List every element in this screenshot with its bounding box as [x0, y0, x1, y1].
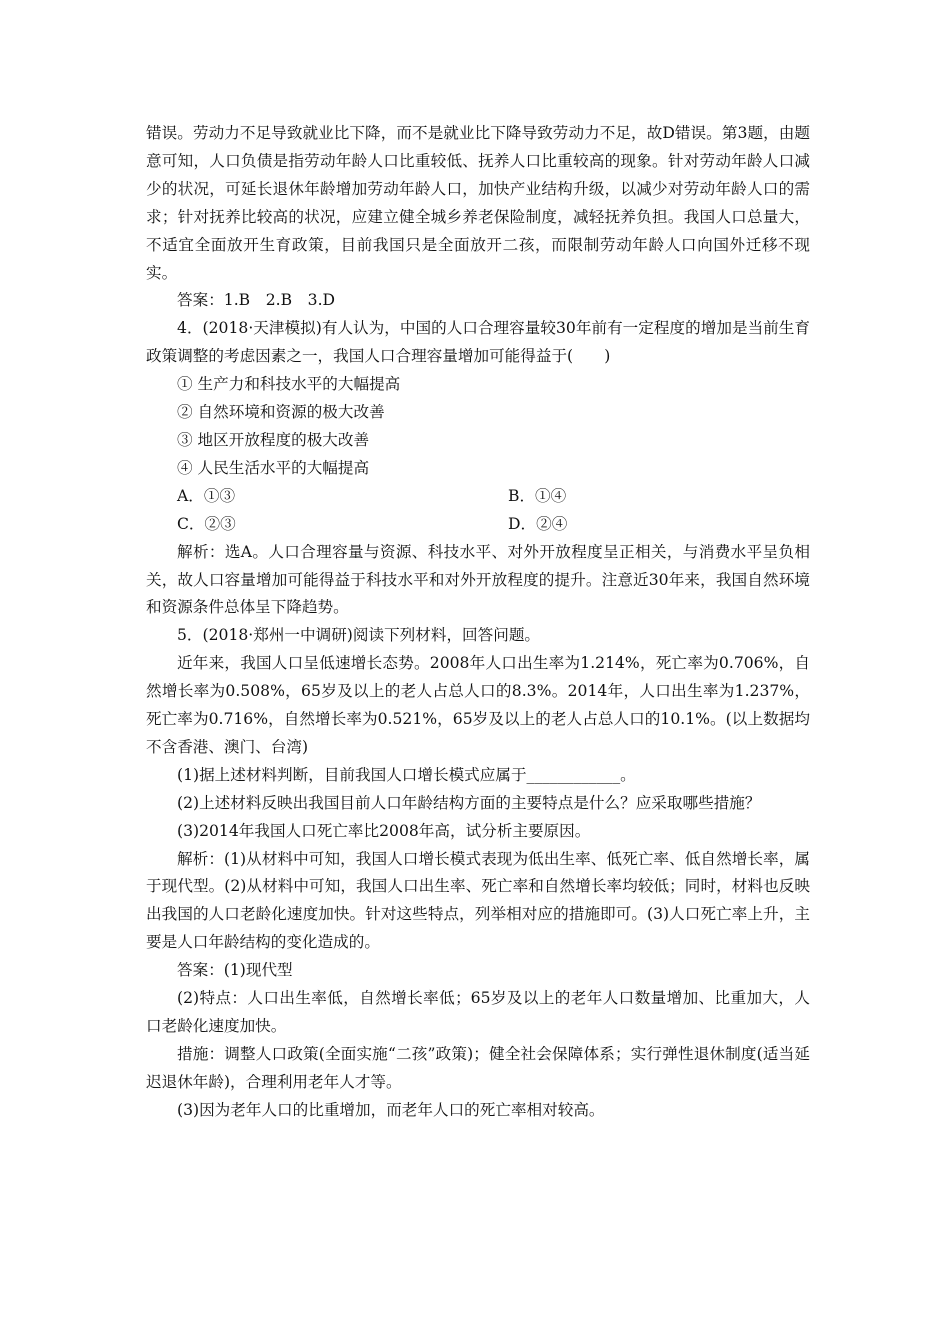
question-5-measures: 措施：调整人口政策(全面实施“二孩”政策)；健全社会保障体系；实行弹性退休制度(适当延迟退休年龄)，合理利用老年人才等。	[146, 1044, 810, 1091]
question-4-item-3: ③ 地区开放程度的极大改善	[177, 430, 370, 449]
answer-1-3: 答案：1.B 2.B 3.D	[177, 291, 336, 310]
choice-b: B．①④	[508, 486, 567, 505]
question-4-analysis: 解析：选A。人口合理容量与资源、科技水平、对外开放程度呈正相关，与消费水平呈负相关，故人口容量增加可能得益于科技水平和对外开放程度的提升。注意近30年来，我国自然环境和资源条件总体呈下降趋势。	[146, 542, 810, 617]
question-4-item-4: ④ 人民生活水平的大幅提高	[177, 458, 370, 477]
choice-c: C．②③	[177, 514, 236, 533]
question-5-sub-1: (1)据上述材料判断，目前我国人口增长模式应属于____________。	[177, 765, 636, 784]
previous-analysis-paragraph: 错误。劳动力不足导致就业比下降，而不是就业比下降导致劳动力不足，故D错误。第3题，由题意可知，人口负债是指劳动年龄人口比重较低、抚养人口比重较高的现象。针对劳动年龄人口减少的状况，可延长退休年龄增加劳动年龄人口，加快产业结构升级，以减少对劳动年龄人口的需求；针对抚养比较高的状况，应建立健全城乡养老保险制度，减轻抚养负担。我国人口总量大，不适宜全面放开生育政策，目前我国只是全面放开二孩，而限制劳动年龄人口向国外迁移不现实。	[146, 124, 810, 282]
question-5-answer-3: (3)因为老年人口的比重增加，而老年人口的死亡率相对较高。	[177, 1100, 605, 1119]
choice-d: D．②④	[508, 514, 568, 533]
document-body	[146, 120, 810, 1125]
question-4-item-2: ② 自然环境和资源的极大改善	[177, 403, 385, 422]
question-4	[146, 315, 810, 622]
question-4-item-1: ① 生产力和科技水平的大幅提高	[177, 375, 401, 394]
question-4-choices-row-2	[146, 511, 810, 539]
question-5-analysis: 解析：(1)从材料中可知，我国人口增长模式表现为低出生率、低死亡率、低自然增长率，属于现代型。(2)从材料中可知，我国人口出生率、死亡率和自然增长率均较低；同时，材料也反映出我国的人口老龄化速度加快。针对这些特点，列举相对应的措施即可。(3)人口死亡率上升，主要是人口年龄结构的变化造成的。	[146, 849, 810, 952]
question-4-stem: 4．(2018·天津模拟)有人认为，中国的人口合理容量较30年前有一定程度的增加是当前生育政策调整的考虑因素之一，我国人口合理容量增加可能得益于( )	[146, 319, 810, 366]
question-5-sub-3: (3)2014年我国人口死亡率比2008年高，试分析主要原因。	[177, 821, 591, 840]
question-5-sub-2: (2)上述材料反映出我国目前人口年龄结构方面的主要特点是什么？应采取哪些措施？	[177, 793, 761, 812]
question-5-answer-1: 答案：(1)现代型	[177, 961, 293, 980]
question-5-material: 近年来，我国人口呈低速增长态势。2008年人口出生率为1.214%，死亡率为0.706%，自然增长率为0.508%，65岁及以上的老人占总人口的8.3%。2014年，人口出生率为1.237%，死亡率为0.716%，自然增长率为0.521%，65岁及以上的老人占总人口的10.1%。(以上数据均不含香港、澳门、台湾)	[146, 654, 810, 756]
question-5-stem: 5．(2018·郑州一中调研)阅读下列材料，回答问题。	[177, 626, 541, 645]
question-5	[146, 622, 810, 1124]
choice-a: A．①③	[177, 486, 236, 505]
question-5-answer-2: (2)特点：人口出生率低，自然增长率低；65岁及以上的老年人口数量增加、比重加大，人口老龄化速度加快。	[146, 989, 810, 1035]
question-4-choices-row-1	[146, 483, 810, 511]
